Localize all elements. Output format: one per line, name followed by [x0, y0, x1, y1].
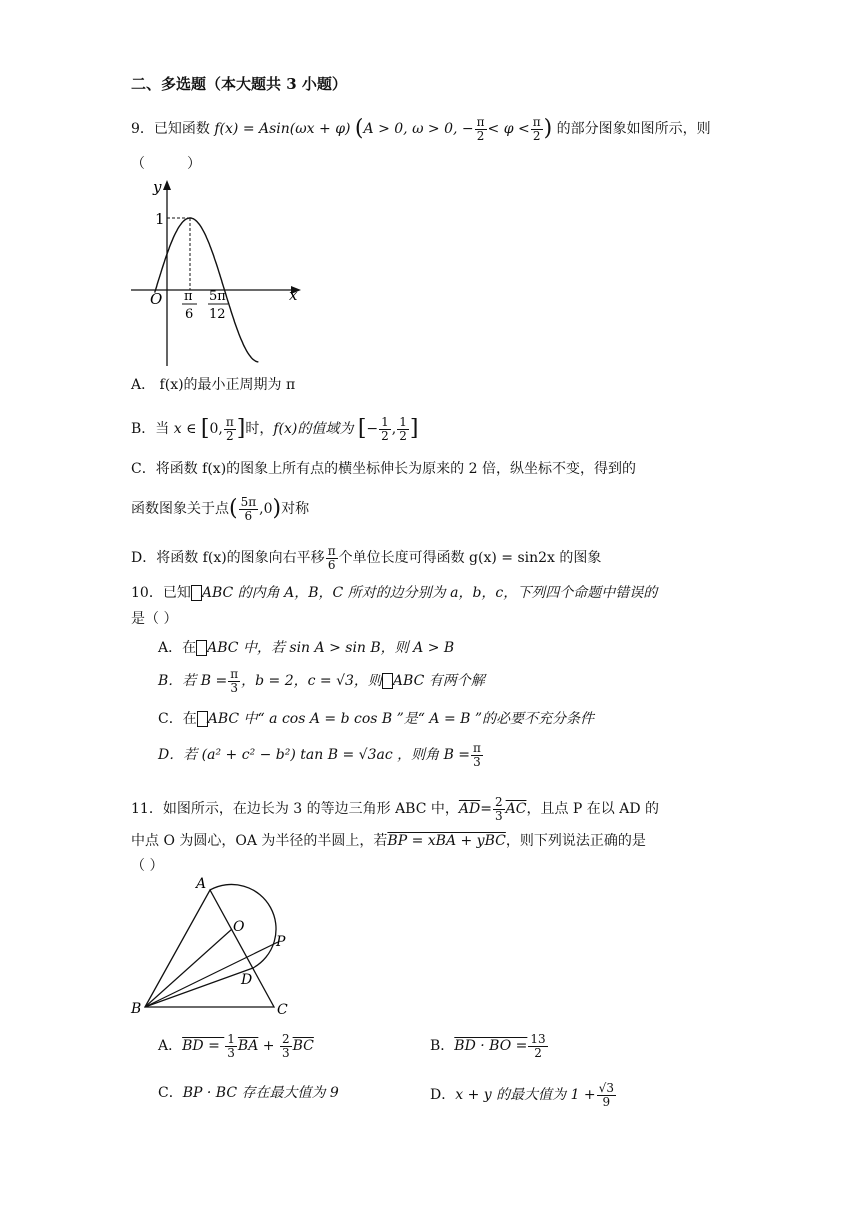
plus-sign: +	[258, 1038, 279, 1055]
segment-bp	[145, 942, 278, 1007]
frac-den: 2	[534, 1045, 542, 1060]
q11-prefix: 11．如图所示，在边长为 3 的等边三角形 ABC 中，	[131, 801, 459, 818]
q11-rest: ，且点 P 在以 AD 的	[526, 801, 660, 818]
frac-den: 2	[532, 128, 541, 143]
q10-option-c	[158, 711, 594, 728]
label-a: A	[196, 876, 207, 892]
one-label: 1	[155, 210, 165, 228]
frac-num: 2	[281, 1032, 290, 1046]
q9-option-a: A． f(x)的最小正周期为 π	[131, 377, 296, 393]
paren-right: )	[272, 496, 282, 521]
q9-frac-1	[475, 116, 487, 142]
q10-option-b	[158, 668, 485, 694]
frac-num: 1	[399, 415, 407, 430]
opt-b-frac	[224, 416, 236, 442]
frac-den: 2	[226, 428, 234, 443]
opt-d-frac	[471, 742, 483, 768]
frac-2-3	[280, 1033, 292, 1059]
paren-right: )	[543, 116, 553, 141]
label-b: B	[131, 1001, 142, 1017]
paren-left: (	[354, 116, 364, 141]
frac-13-2	[528, 1033, 547, 1059]
q9-prefix: 9．已知函数	[131, 121, 210, 138]
opt-label: A．	[158, 1038, 183, 1055]
frac-den: 2	[476, 128, 485, 143]
frac-num: π	[230, 667, 239, 681]
q11-stem-line3: （ ）	[131, 858, 164, 874]
q9-suffix: 的部分图象如图所示，则	[556, 121, 711, 138]
opt-label: D．	[430, 1087, 456, 1104]
q11-option-b	[430, 1033, 549, 1059]
label-c: C	[277, 1002, 288, 1018]
triangle-placeholder-icon	[197, 711, 208, 727]
q10-stem-line2: 是（ ）	[131, 611, 178, 627]
label-o: O	[233, 919, 245, 935]
bracket-left: [	[200, 416, 210, 441]
frac-den: 3	[230, 680, 238, 695]
opt-b-a: B．若 B =	[158, 673, 228, 690]
q9-func: f(x) = Asin(ωx + φ)	[214, 121, 351, 138]
vec-ad: $\overline{AD}$	[458, 801, 481, 818]
opt-c-text: ABC 中“ a cos A = b cos B ”是“ A = B ”的必要不充分条件	[207, 711, 595, 727]
frac-den: 3	[473, 754, 481, 769]
q11-frac	[493, 796, 505, 822]
q10-option-d	[158, 742, 484, 768]
tick2-num: 5π	[209, 289, 226, 304]
dot-product: BD · BO =	[454, 1038, 528, 1055]
range-right: ]	[409, 416, 419, 441]
opt-label: C．	[158, 1085, 183, 1101]
q11-triangle-diagram	[128, 876, 308, 1021]
frac-num: π	[532, 115, 541, 130]
q10-option-a	[158, 640, 454, 657]
frac-den: 3	[494, 808, 503, 823]
q9-sine-graph	[125, 176, 310, 371]
q11-option-a	[158, 1033, 314, 1059]
opt-c-prefix: 函数图象关于点	[131, 501, 229, 518]
tick1-num: π	[184, 289, 193, 304]
vec-bc: $\overline{BC}$	[292, 1038, 314, 1055]
q9-option-d	[131, 545, 601, 571]
opt-c-suffix: 对称	[281, 501, 310, 518]
q9-option-c-line1: C．将函数 f(x)的图象上所有点的横坐标伸长为原来的 2 倍，纵坐标不变，得到的	[131, 461, 636, 477]
q11-option-c	[158, 1085, 339, 1102]
frac-den: 3	[281, 1045, 290, 1060]
frac-num: 13	[530, 1032, 546, 1046]
q9-frac-2	[531, 116, 543, 142]
x-label: x	[289, 286, 298, 304]
frac-sqrt3-9	[597, 1082, 616, 1108]
opt-b-x: x ∈	[173, 421, 197, 438]
q9-option-c-line2: 函数图象关于点( $\frac{5\pi}{6}$ ,0)对称	[131, 495, 310, 523]
vec-ba: $\overline{BA}$	[237, 1038, 259, 1055]
opt-label: B．	[430, 1038, 455, 1055]
y-label: y	[153, 178, 162, 196]
frac-den: 2	[399, 428, 407, 443]
segment-bo	[145, 929, 232, 1007]
range-left: [	[357, 416, 367, 441]
q9-stem	[131, 116, 711, 142]
q11-stem-line1	[131, 796, 659, 822]
opt-c-prefix: C．在	[158, 711, 197, 727]
section-title: 二、多选题（本大题共 3 小题）	[131, 75, 347, 93]
q11-option-d	[430, 1082, 617, 1108]
q10-stem-line1	[131, 585, 657, 602]
tick1-den: 6	[185, 307, 194, 322]
frac-num: π	[225, 415, 234, 430]
eq-sign: =	[480, 801, 492, 818]
frac-den: 6	[327, 557, 336, 572]
q9-cond-a: A > 0, ω > 0, −	[363, 121, 474, 138]
opt-b-prefix: B．当	[131, 421, 170, 438]
q11-line2-b: ，则下列说法正确的是	[505, 833, 646, 849]
frac-num: √3	[598, 1081, 614, 1095]
frac-num: π	[327, 544, 336, 558]
opt-a-text: ABC 中，若 sin A > sin B，则 A > B	[207, 640, 455, 656]
tick2-den: 12	[209, 307, 226, 322]
opt-b-c: ABC 有两个解	[392, 673, 485, 690]
triangle-placeholder-icon	[191, 585, 202, 601]
opt-c-frac	[239, 496, 259, 522]
opt-b-mid: 时，	[245, 421, 274, 438]
bracket-right: ]	[236, 416, 246, 441]
frac-den: 2	[381, 428, 389, 443]
opt-b-fx: f(x)的值域为	[273, 421, 354, 438]
opt-c-text: BP · BC 存在最大值为 9	[182, 1085, 339, 1101]
vec-bp: BP = xBA + yBC	[387, 833, 506, 849]
q9-answer-paren: （ ）	[131, 156, 201, 172]
vec-bd: BD =	[182, 1038, 225, 1055]
triangle-placeholder-icon	[196, 640, 207, 656]
segment-bd	[145, 968, 253, 1007]
q11-line2-a: 中点 O 为圆心，OA 为半径的半圆上，若	[131, 833, 388, 849]
label-d: D	[241, 972, 253, 988]
frac-1-3	[225, 1033, 237, 1059]
frac-num: 2	[494, 795, 503, 809]
frac-den: 3	[227, 1045, 235, 1060]
origin-label: O	[150, 290, 163, 308]
frac-num: π	[476, 115, 485, 130]
frac-den: 6	[244, 508, 253, 523]
opt-a-prefix: A．在	[158, 640, 197, 656]
frac-num: 1	[381, 415, 389, 430]
opt-b-b: ，b = 2，c = √3，则	[241, 673, 382, 690]
range-frac-2	[397, 416, 409, 442]
q11-stem-line2	[131, 833, 646, 850]
opt-b-frac	[228, 668, 240, 694]
q10-text: ABC 的内角 A，B，C 所对的边分别为 a，b，c，下列四个命题中错误的	[201, 585, 658, 601]
q9-cond-mid: < φ <	[487, 121, 530, 138]
paren-left: (	[229, 496, 238, 521]
q9-option-b: B．当 x ∈ [0, $\frac{\pi}{2}$ ]时，f(x)的值域为 [− $\frac{1}{2}$ , $\frac{1}{2}$ ]	[131, 415, 419, 443]
vec-ac: $\overline{AC}$	[505, 801, 527, 818]
range-frac-1	[379, 416, 391, 442]
frac-num: 1	[227, 1032, 235, 1046]
triangle-placeholder-icon	[382, 673, 393, 689]
opt-d-prefix: D．将函数 f(x)的图象向右平移	[131, 550, 325, 567]
label-p: P	[276, 934, 286, 950]
opt-d-suffix: 个单位长度可得函数 g(x) = sin2x 的图象	[338, 550, 602, 567]
frac-num: 5π	[240, 495, 257, 510]
opt-d-text: x + y 的最大值为 1 +	[455, 1087, 596, 1104]
frac-den: 9	[602, 1094, 611, 1109]
frac-num: π	[473, 741, 481, 755]
q10-prefix: 10．已知	[131, 585, 191, 601]
y-axis-arrow	[163, 180, 171, 190]
opt-d-text: D．若 (a² + c² − b²) tan B = √3ac ，则角 B =	[158, 747, 471, 764]
opt-d-frac	[326, 545, 338, 571]
